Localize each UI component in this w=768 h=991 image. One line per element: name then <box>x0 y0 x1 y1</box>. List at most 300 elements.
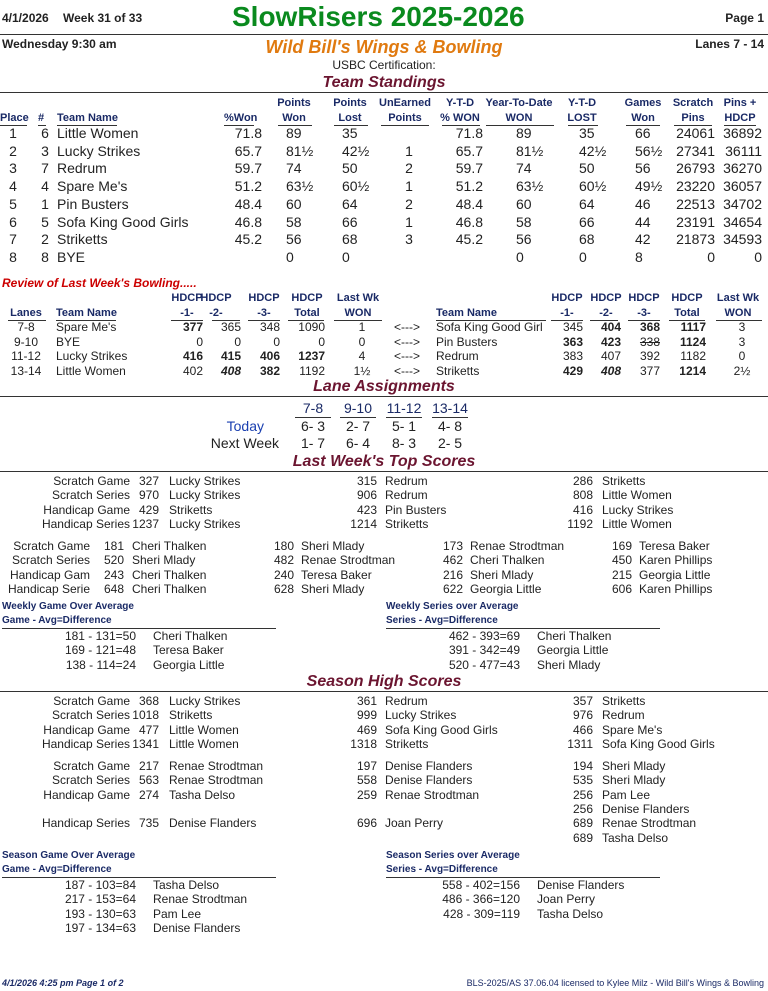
season-title: Season High Scores <box>306 673 462 690</box>
col-total: HDCP <box>291 292 323 304</box>
points-won: 81½ <box>286 142 314 159</box>
col-header: Won <box>631 112 655 124</box>
ytd-won: 74 <box>516 160 532 177</box>
scratch-pins: 27341 <box>676 142 715 159</box>
col-header: Points <box>333 97 367 109</box>
ytd-lost: 0 <box>579 248 587 265</box>
score-value: 563 <box>138 773 159 788</box>
team-name: Striketts <box>57 231 108 248</box>
bowler-name: Joan Perry <box>385 816 444 831</box>
team-name: Redrum <box>436 349 479 363</box>
col-hdcp1: -1- <box>180 307 194 319</box>
place: 1 <box>9 125 17 141</box>
bowler-name: Renae Strodtman <box>602 816 697 831</box>
col-lastwk: WON <box>724 307 752 319</box>
score-value: 735 <box>138 816 159 831</box>
col-hdcp2: HDCP <box>590 292 622 304</box>
bowler-name: Little Women <box>169 736 239 751</box>
pins-hdcp: 36057 <box>723 178 762 195</box>
hdcp-game3: 368 <box>639 320 660 334</box>
ytd-lost: 35 <box>579 125 595 141</box>
score-category: Handicap Gam <box>9 567 90 582</box>
bowler-name: Striketts <box>385 736 429 751</box>
hdcp-game2: 408 <box>220 363 241 378</box>
over-average-subtitle: Series - Avg=Difference <box>386 615 498 626</box>
pct-won: 48.4 <box>234 195 262 212</box>
avg-difference: 138 - 114=24 <box>65 657 136 672</box>
today-matchup: 6- 3 <box>300 418 326 434</box>
bowler-name: Sheri Mlady <box>301 581 365 596</box>
over-average-subtitle: Game - Avg=Difference <box>2 864 112 875</box>
today-matchup: 4- 8 <box>437 418 463 434</box>
points-lost: 35 <box>342 125 358 141</box>
score-value: 180 <box>273 539 294 553</box>
bowler-name: Georgia Little <box>639 567 711 582</box>
ytd-lost: 42½ <box>579 142 607 159</box>
hdcp-game1: 345 <box>562 320 583 334</box>
pct-won: 45.2 <box>234 231 262 248</box>
footer-right: BLS-2025/AS 37.06.04 licensed to Kylee Milz - Wild Bill's Wings & Bowling <box>466 978 764 988</box>
team-name: Sofa King Good Girls <box>57 213 189 230</box>
score-value: 689 <box>572 816 593 831</box>
hdcp-game2: 407 <box>600 349 621 363</box>
ytd-won: 0 <box>516 248 524 265</box>
unearned: 1 <box>405 178 413 195</box>
unearned: 2 <box>405 160 413 177</box>
avg-difference: 462 - 393=69 <box>448 629 520 643</box>
hdcp-total: 1237 <box>298 349 325 363</box>
lanes: 9-10 <box>13 334 39 349</box>
ytd-lost: 50 <box>579 160 595 177</box>
col-hdcp1: HDCP <box>551 292 583 304</box>
ytd-lost: 66 <box>579 213 595 230</box>
hdcp-game1: 429 <box>562 363 583 378</box>
bowler-name: Renae Strodtman <box>385 787 480 802</box>
col-hdcp3: HDCP <box>628 292 660 304</box>
col-lastwk: WON <box>344 307 372 319</box>
points-won: 0 <box>286 248 294 265</box>
lane-pair-header: 9-10 <box>343 400 373 416</box>
hdcp-total: 1214 <box>679 363 706 378</box>
score-value: 216 <box>442 567 463 582</box>
hdcp-game2: 408 <box>600 363 621 378</box>
col-header: Games <box>624 97 662 109</box>
team-number: 8 <box>41 248 49 265</box>
col-header: Pins + <box>723 97 757 109</box>
games-won: 46 <box>635 195 651 212</box>
bowler-name: Striketts <box>169 708 213 723</box>
bowler-name: Sofa King Good Girls <box>602 736 715 751</box>
hdcp-game3: 338 <box>639 334 660 349</box>
score-value: 215 <box>611 567 632 582</box>
bowler-name: Little Women <box>602 488 672 503</box>
hdcp-game3: 0 <box>273 334 280 349</box>
col-header: Pins <box>681 112 705 124</box>
bowler-name: Striketts <box>602 694 646 708</box>
place: 8 <box>9 248 17 265</box>
footer-left: 4/1/2026 4:25 pm Page 1 of 2 <box>2 978 124 988</box>
avg-difference: 187 - 103=84 <box>64 878 136 892</box>
hdcp-total: 1182 <box>680 349 706 363</box>
bowler-name: Denise Flanders <box>537 878 625 892</box>
place: 6 <box>9 213 17 230</box>
team-name: Lucky Strikes <box>57 142 141 159</box>
col-hdcp1: HDCP <box>171 292 203 304</box>
points-lost: 42½ <box>342 142 370 159</box>
versus-arrow: <---> <box>393 363 420 378</box>
ytd-lost: 68 <box>579 231 595 248</box>
scratch-pins: 0 <box>707 248 715 265</box>
score-value: 357 <box>572 694 593 708</box>
bowler-name: Cheri Thalken <box>132 567 207 582</box>
score-value: 628 <box>273 581 294 596</box>
bowler-name: Striketts <box>385 516 429 531</box>
next-week-matchup: 8- 3 <box>391 435 417 451</box>
score-value: 173 <box>442 539 463 553</box>
col-num: # <box>38 112 45 124</box>
lanes: 7-8 <box>17 320 35 334</box>
points-won: 89 <box>286 125 302 141</box>
col-pct: %Won <box>224 112 258 124</box>
bowler-name: Denise Flanders <box>169 816 257 831</box>
avg-difference: 486 - 366=120 <box>442 892 520 907</box>
col-header: Y-T-D <box>567 97 597 109</box>
points-lost: 60½ <box>342 178 370 195</box>
score-value: 274 <box>138 787 159 802</box>
hdcp-game1: 416 <box>182 349 203 363</box>
hdcp-total: 1090 <box>298 320 325 334</box>
col-hdcp3: -3- <box>257 307 271 319</box>
bowler-name: Redrum <box>385 488 428 503</box>
col-hdcp1: -1- <box>560 307 574 319</box>
bowler-name: Renae Strodtman <box>169 759 264 773</box>
scratch-pins: 24061 <box>676 125 715 141</box>
team-name: Pin Busters <box>57 195 129 212</box>
ytd-won: 56 <box>516 231 532 248</box>
versus-arrow: <---> <box>393 320 420 334</box>
pct-won: 71.8 <box>234 125 262 141</box>
lane-pair-header: 7-8 <box>302 400 324 416</box>
score-value: 1341 <box>132 736 159 751</box>
col-header: Points <box>388 112 422 124</box>
score-category: Scratch Game <box>53 694 130 708</box>
hdcp-total: 1117 <box>680 320 706 334</box>
score-value: 259 <box>356 787 377 802</box>
games-won: 49½ <box>635 178 663 195</box>
col-header: UnEarned <box>379 97 431 109</box>
score-category: Handicap Series <box>41 516 130 531</box>
team-name: Spare Me's <box>57 178 128 195</box>
last-wk-won: 2½ <box>733 363 751 378</box>
avg-difference: 391 - 342=49 <box>448 643 520 658</box>
points-won: 63½ <box>286 178 314 195</box>
bowler-name: Tasha Delso <box>153 878 220 892</box>
score-category: Scratch Game <box>13 539 90 553</box>
over-average-title: Weekly Series over Average <box>386 601 519 612</box>
unearned: 2 <box>405 195 413 212</box>
score-value: 976 <box>572 708 593 723</box>
points-lost: 66 <box>342 213 358 230</box>
place: 4 <box>9 178 17 195</box>
team-name: Redrum <box>57 160 107 177</box>
bowler-name: Pin Busters <box>385 502 447 517</box>
over-average-title: Season Game Over Average <box>2 850 136 861</box>
points-won: 56 <box>286 231 302 248</box>
bowler-name: Cheri Thalken <box>132 539 207 553</box>
score-category: Handicap Series <box>41 736 130 751</box>
score-value: 181 <box>103 539 124 553</box>
hdcp-game1: 0 <box>196 334 203 349</box>
score-category: Scratch Game <box>53 759 130 773</box>
ytd-won: 58 <box>516 213 532 230</box>
unearned: 3 <box>405 231 413 248</box>
over-average-subtitle: Series - Avg=Difference <box>386 864 498 875</box>
avg-difference: 558 - 402=156 <box>442 878 520 892</box>
bowler-name: Teresa Baker <box>639 539 710 553</box>
pins-hdcp: 34654 <box>723 213 762 230</box>
bowler-name: Tasha Delso <box>537 906 604 921</box>
hdcp-game1: 363 <box>562 334 583 349</box>
score-value: 808 <box>572 488 593 503</box>
score-category: Scratch Game <box>53 474 130 488</box>
team-name: Little Women <box>57 125 139 141</box>
score-value: 558 <box>356 773 377 788</box>
score-value: 689 <box>572 830 593 845</box>
bowler-name: Renae Strodtman <box>169 773 264 788</box>
bowler-name: Cheri Thalken <box>537 629 612 643</box>
score-value: 1192 <box>567 516 593 531</box>
avg-difference: 197 - 134=63 <box>64 920 136 935</box>
bowler-name: Sheri Mlady <box>602 759 666 773</box>
bowler-name: Lucky Strikes <box>169 488 241 503</box>
score-value: 477 <box>138 722 159 737</box>
pct-won: 51.2 <box>234 178 262 195</box>
score-value: 1237 <box>132 516 159 531</box>
score-value: 1214 <box>350 516 377 531</box>
col-team: Team Name <box>436 307 497 319</box>
score-value: 999 <box>356 708 377 723</box>
score-value: 1311 <box>567 736 593 751</box>
bowler-name: Cheri Thalken <box>132 581 207 596</box>
bowler-name: Renae Strodtman <box>301 553 396 568</box>
last-wk-won: 1 <box>358 320 366 334</box>
week-label: Week 31 of 33 <box>63 11 143 25</box>
bowler-name: Teresa Baker <box>301 567 372 582</box>
hdcp-game1: 377 <box>182 320 203 334</box>
score-value: 462 <box>442 553 463 568</box>
points-won: 74 <box>286 160 302 177</box>
team-number: 4 <box>41 178 49 195</box>
bowler-name: Lucky Strikes <box>169 694 241 708</box>
bowler-name: Karen Phillips <box>639 553 713 568</box>
score-value: 315 <box>356 474 377 488</box>
bowler-name: Lucky Strikes <box>385 708 457 723</box>
bowler-name: Tasha Delso <box>602 830 669 845</box>
col-total: Total <box>674 307 700 319</box>
bowler-name: Cheri Thalken <box>470 553 545 568</box>
lane-pair-header: 11-12 <box>386 400 422 416</box>
team-number: 2 <box>41 231 49 248</box>
col-place: Place <box>0 112 29 124</box>
games-won: 56 <box>635 160 651 177</box>
col-total: HDCP <box>671 292 703 304</box>
team-name: Pin Busters <box>436 334 498 349</box>
last-wk-won: 0 <box>738 349 746 363</box>
col-hdcp2: HDCP <box>200 292 232 304</box>
col-header: Year-To-Date <box>485 97 553 109</box>
score-category: Handicap Game <box>43 502 130 517</box>
points-won: 60 <box>286 195 302 212</box>
hdcp-game3: 382 <box>259 363 280 378</box>
bowler-name: Karen Phillips <box>639 581 713 596</box>
hdcp-game2: 404 <box>600 320 621 334</box>
today-label: Today <box>226 418 264 434</box>
score-value: 416 <box>572 502 593 517</box>
col-hdcp2: -2- <box>599 307 613 319</box>
col-team: Team Name <box>57 112 118 124</box>
score-value: 217 <box>138 759 159 773</box>
bowler-name: Redrum <box>385 474 428 488</box>
ytd-won: 60 <box>516 195 532 212</box>
score-category: Handicap Game <box>43 787 130 802</box>
score-value: 368 <box>138 694 159 708</box>
col-lastwk: Last Wk <box>336 292 380 304</box>
col-header: LOST <box>567 112 597 124</box>
games-won: 56½ <box>635 142 663 159</box>
score-category: Scratch Series <box>51 708 130 723</box>
team-name: Spare Me's <box>56 320 117 334</box>
team-number: 3 <box>41 142 49 159</box>
col-header: % WON <box>440 112 480 124</box>
avg-difference: 169 - 121=48 <box>64 643 136 658</box>
bowler-name: Striketts <box>169 502 213 517</box>
bowler-name: Little Women <box>169 722 239 737</box>
next-week-label: Next Week <box>210 435 279 451</box>
place: 5 <box>9 195 17 212</box>
bowler-name: Lucky Strikes <box>169 516 241 531</box>
col-team: Team Name <box>56 307 117 319</box>
lane-assignments-title: Lane Assignments <box>313 378 455 395</box>
hdcp-game1: 383 <box>562 349 583 363</box>
score-value: 243 <box>103 567 124 582</box>
bowler-name: Tasha Delso <box>169 787 236 802</box>
avg-difference: 428 - 309=119 <box>443 906 520 921</box>
today-matchup: 5- 1 <box>391 418 417 434</box>
ytd-pct: 48.4 <box>455 195 483 212</box>
col-lastwk: Last Wk <box>716 292 760 304</box>
next-week-matchup: 2- 5 <box>437 435 463 451</box>
venue-name: Wild Bill's Wings & Bowling <box>265 37 503 57</box>
scratch-pins: 22513 <box>676 195 715 212</box>
bowler-name: Lucky Strikes <box>169 474 241 488</box>
hdcp-game2: 415 <box>220 349 241 363</box>
bowler-name: Joan Perry <box>537 892 596 907</box>
unearned: 1 <box>405 213 413 230</box>
score-value: 520 <box>103 553 124 568</box>
bowler-name: Teresa Baker <box>153 643 224 658</box>
ytd-pct: 65.7 <box>455 142 483 159</box>
team-number: 1 <box>41 195 49 212</box>
bowler-name: Denise Flanders <box>385 759 473 773</box>
over-average-subtitle: Game - Avg=Difference <box>2 615 112 626</box>
over-average-title: Weekly Game Over Average <box>2 601 134 612</box>
lane-pair-header: 13-14 <box>432 400 468 416</box>
col-lanes: Lanes <box>10 307 42 319</box>
over-average-title: Season Series over Average <box>386 850 520 861</box>
day-time: Wednesday 9:30 am <box>2 37 117 51</box>
col-hdcp2: -2- <box>209 307 223 319</box>
col-header: Y-T-D <box>445 97 475 109</box>
col-header: HDCP <box>724 112 756 124</box>
ytd-pct: 51.2 <box>455 178 483 195</box>
lanes: 13-14 <box>10 363 42 378</box>
bowler-name: Striketts <box>602 474 646 488</box>
bowler-name: Denise Flanders <box>385 773 473 788</box>
lanes-range: Lanes 7 - 14 <box>695 37 764 51</box>
scratch-pins: 26793 <box>676 160 715 177</box>
points-lost: 0 <box>342 248 350 265</box>
games-won: 42 <box>635 231 651 248</box>
pct-won: 65.7 <box>234 142 262 159</box>
team-name: BYE <box>57 248 86 265</box>
bowler-name: Renae Strodtman <box>470 539 565 553</box>
next-week-matchup: 1- 7 <box>300 435 326 451</box>
pins-hdcp: 36892 <box>723 125 762 141</box>
hdcp-game2: 365 <box>220 320 241 334</box>
bowler-name: Little Women <box>602 516 672 531</box>
bowler-name: Sheri Mlady <box>470 567 534 582</box>
pct-won: 59.7 <box>234 160 262 177</box>
score-value: 535 <box>572 773 593 788</box>
bowler-name: Pam Lee <box>153 906 202 921</box>
bowler-name: Georgia Little <box>470 581 542 596</box>
bowler-name: Sheri Mlady <box>301 539 365 553</box>
versus-arrow: <---> <box>393 349 420 363</box>
score-value: 1318 <box>350 736 377 751</box>
score-value: 194 <box>572 759 593 773</box>
scratch-pins: 23191 <box>676 213 715 230</box>
last-wk-won: 4 <box>358 349 366 363</box>
last-week-title: Last Week's Top Scores <box>292 453 476 470</box>
ytd-pct: 71.8 <box>455 125 483 141</box>
next-week-matchup: 6- 4 <box>345 435 371 451</box>
score-category: Scratch Series <box>51 773 130 788</box>
bowler-name: Sheri Mlady <box>132 553 196 568</box>
col-header: Points <box>277 97 311 109</box>
avg-difference: 181 - 131=50 <box>64 629 136 643</box>
hdcp-total: 1192 <box>299 363 325 378</box>
last-wk-won: 3 <box>738 320 746 334</box>
team-number: 5 <box>41 213 49 230</box>
pins-hdcp: 0 <box>754 248 762 265</box>
page-number: Page 1 <box>725 11 764 25</box>
standings-title: Team Standings <box>322 74 446 91</box>
review-title: Review of Last Week's Bowling..... <box>2 276 197 290</box>
team-name: Sofa King Good Girl <box>436 320 543 334</box>
hdcp-game2: 0 <box>234 334 241 349</box>
bowler-name: Denise Flanders <box>602 801 690 816</box>
scratch-pins: 23220 <box>676 178 715 195</box>
score-value: 197 <box>356 759 377 773</box>
last-wk-won: 0 <box>358 334 366 349</box>
score-value: 648 <box>103 581 124 596</box>
place: 7 <box>9 231 17 248</box>
bowler-name: Georgia Little <box>537 643 609 658</box>
usbc-cert: USBC Certification: <box>332 58 436 72</box>
score-value: 423 <box>356 502 377 517</box>
score-value: 469 <box>356 722 377 737</box>
team-name: Striketts <box>436 363 480 378</box>
